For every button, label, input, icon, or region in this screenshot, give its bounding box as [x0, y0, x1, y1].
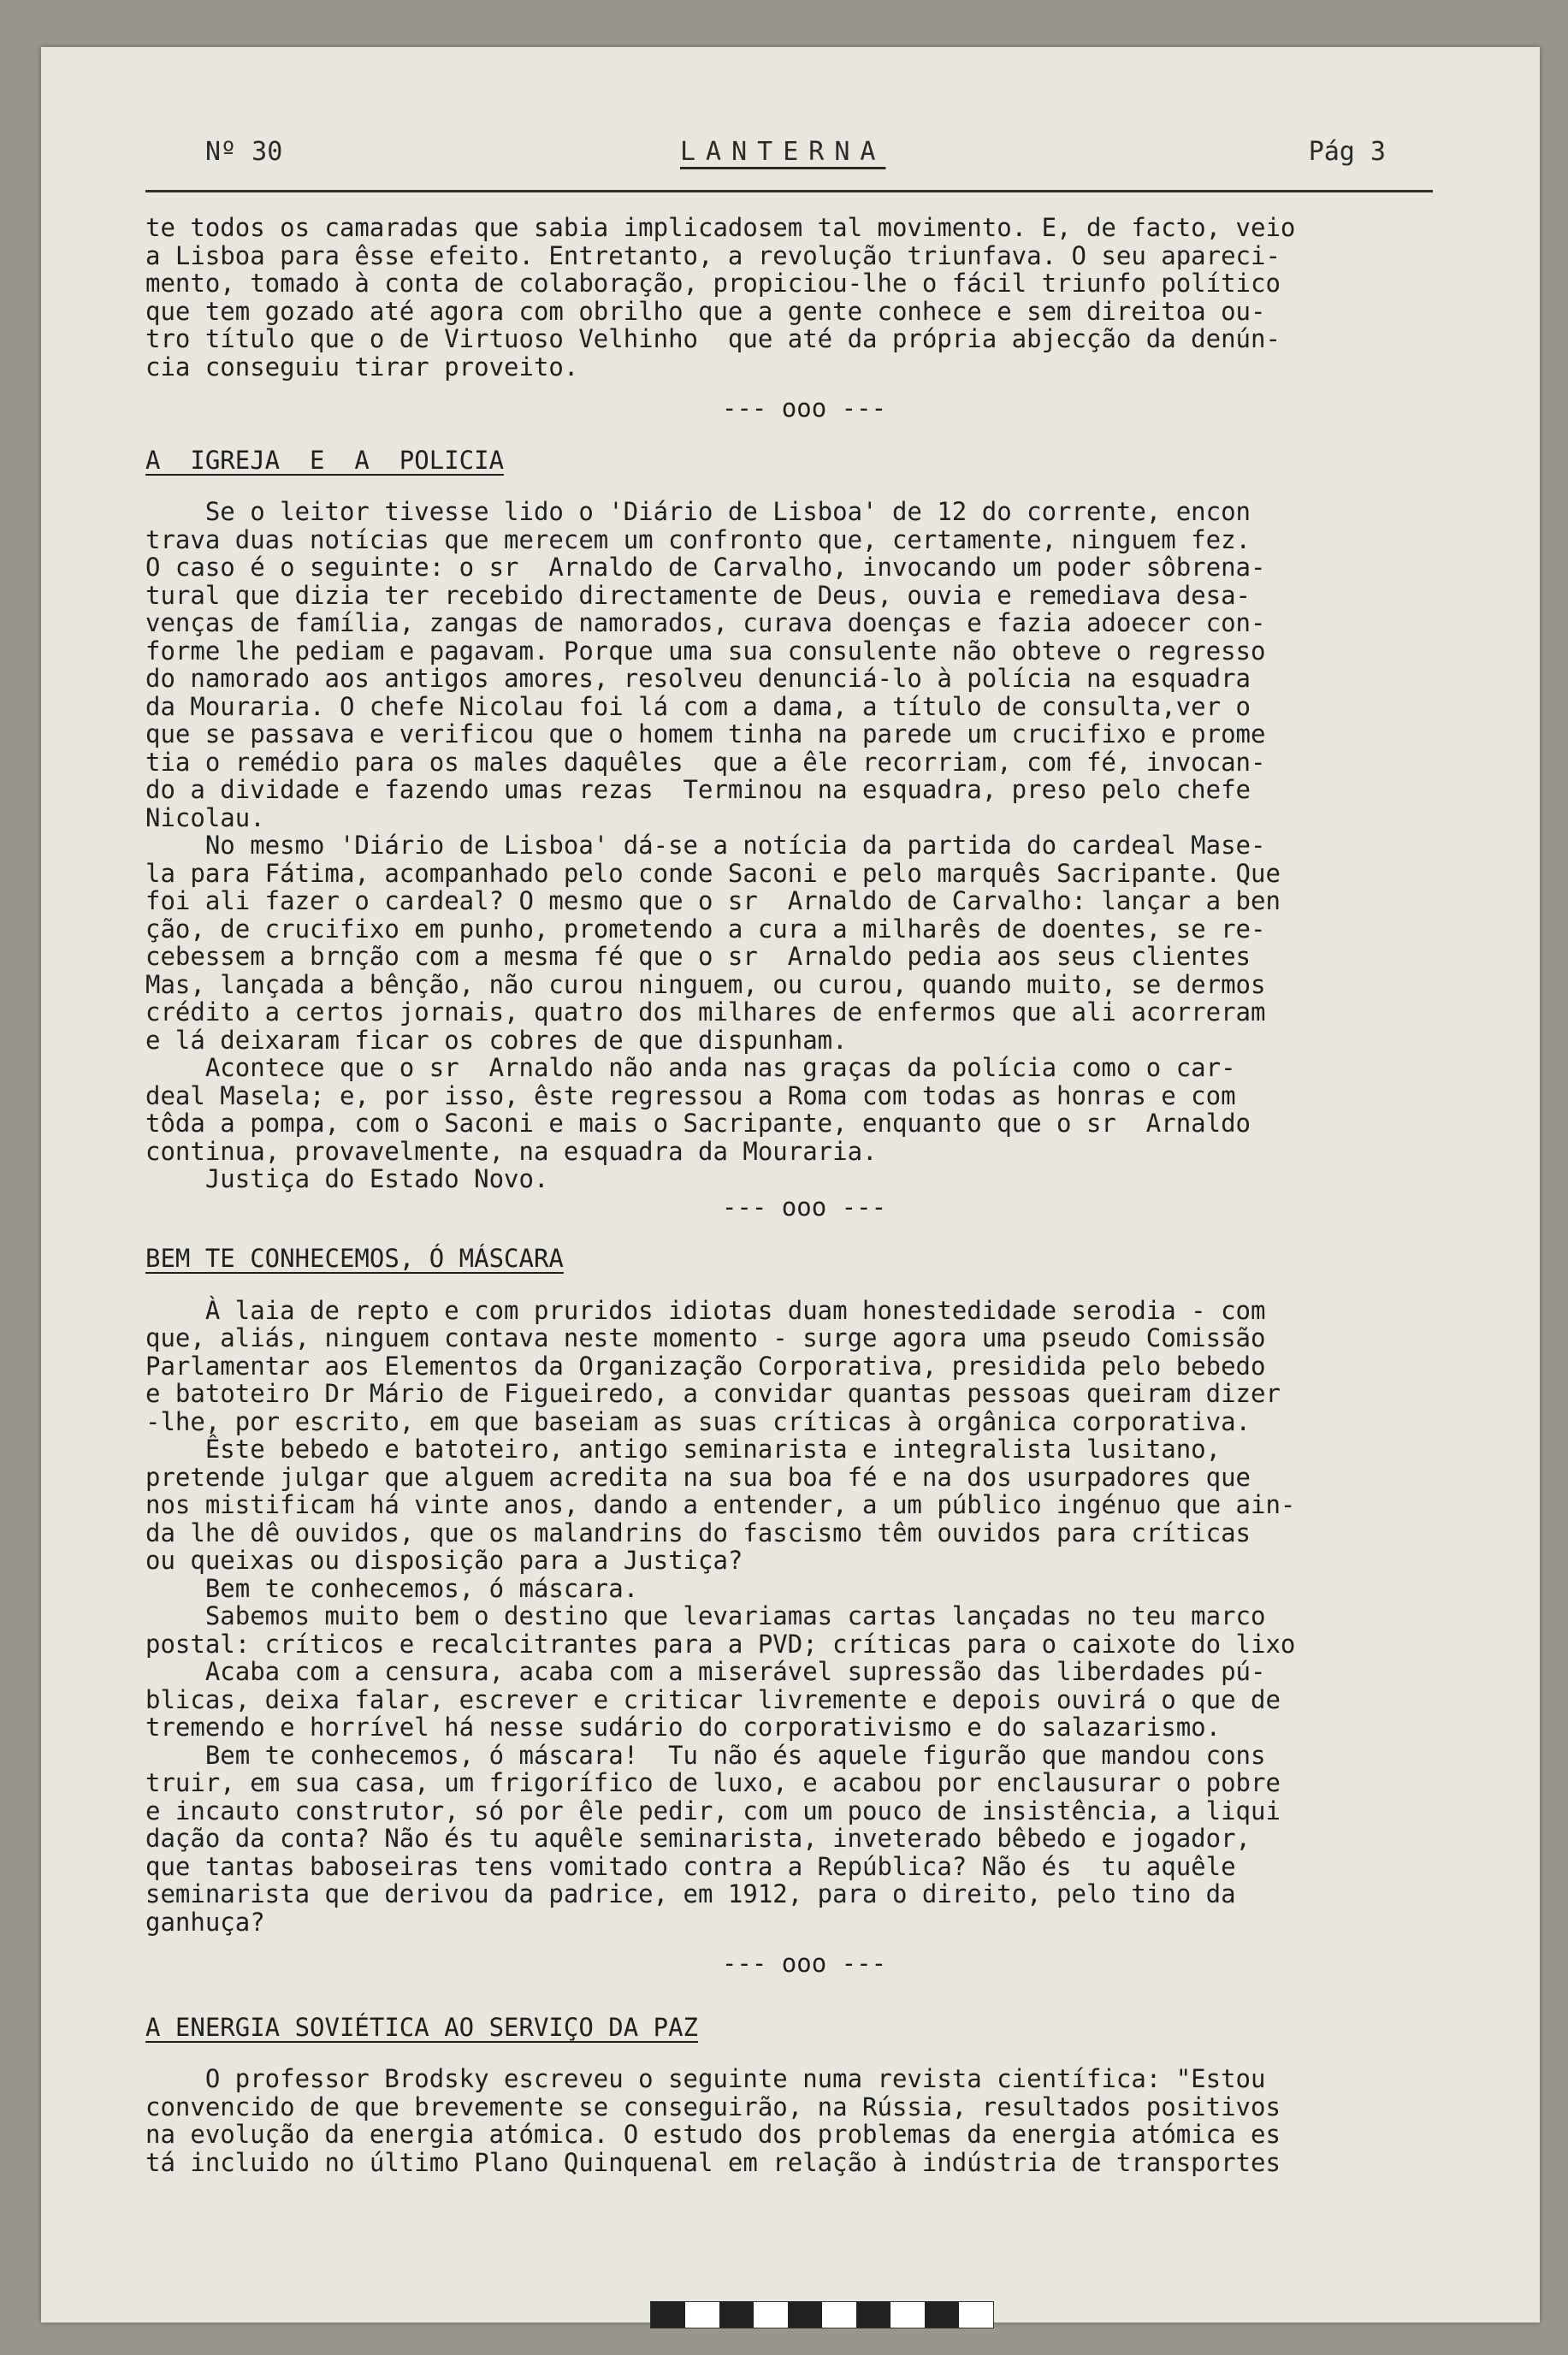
section-body-energia	[145, 2065, 1463, 2176]
text-line: Justiça do Estado Novo.	[145, 1164, 549, 1193]
text-line: a Lisboa para êsse efeito. Entretanto, a revolução triunfava. O seu apareci-	[145, 240, 1281, 270]
text-line: deal Masela; e, por isso, êste regressou a Roma com todas as honras e com	[145, 1080, 1236, 1110]
text-line: Sabemos muito bem o destino que levariamas cartas lançadas no teu marco	[145, 1601, 1266, 1630]
text-line: que, aliás, ninguem contava neste momento - surge agora uma pseudo Comissão	[145, 1323, 1266, 1352]
text-line: convencido de que brevemente se conseguirão, na Rússia, resultados positivos	[145, 2092, 1281, 2121]
text-line: que tem gozado até agora com obrilho que a gente conhece e sem direitoa ou-	[145, 296, 1266, 326]
text-line: continua, provavelmente, na esquadra da Mouraria.	[145, 1136, 878, 1166]
text-line: e incauto construtor, só por êle pedir, com um pouco de insistência, a liqui	[145, 1796, 1281, 1825]
text-line: do a dividade e fazendo umas rezas Terminou na esquadra, preso pelo chefe	[145, 775, 1251, 804]
text-line: forme lhe pediam e pagavam. Porque uma sua consulente não obteve o regresso	[145, 636, 1266, 666]
intro-paragraph	[145, 214, 1463, 381]
text-line: Mas, lançada a bênção, não curou ninguem, ou curou, quando muito, se dermos	[145, 969, 1266, 999]
text-line: tá incluido no último Plano Quinquenal em relação à indústria de transportes	[145, 2147, 1281, 2177]
section-heading-igreja: A IGREJA E A POLICIA	[145, 445, 505, 475]
text-line: No mesmo 'Diário de Lisboa' dá-se a notícia da partida do cardeal Mase-	[145, 831, 1266, 860]
text-line: tia o remédio para os males daquêles que a êle recorriam, com fé, invocan-	[145, 747, 1266, 777]
text-line: Parlamentar aos Elementos da Organização Corporativa, presidida pelo bebedo	[145, 1351, 1266, 1381]
text-line: Nicolau.	[145, 802, 265, 832]
text-line: truir, em sua casa, um frigorífico de luxo, e acabou por enclausurar o pobre	[145, 1768, 1281, 1797]
article-body	[145, 214, 1463, 2176]
text-line: pretende julgar que alguem acredita na sua boa fé e na dos usurpadores que	[145, 1462, 1251, 1492]
text-line: Acontece que o sr Arnaldo não anda nas graças da polícia como o car-	[145, 1053, 1236, 1082]
text-line: crédito a certos jornais, quatro dos milhares de enfermos que ali acorreram	[145, 997, 1266, 1027]
text-line: trava duas notícias que merecem um confronto que, certamente, ninguem fez.	[145, 524, 1251, 554]
text-line: ou queixas ou disposição para a Justiça?	[145, 1546, 743, 1575]
text-line: do namorado aos antigos amores, resolveu denunciá-lo à polícia na esquadra	[145, 664, 1251, 693]
text-line: -lhe, por escrito, em que baseiam as suas críticas à orgânica corporativa.	[145, 1406, 1251, 1436]
text-line: Se o leitor tivesse lido o 'Diário de Lisboa' de 12 do corrente, encon	[145, 497, 1251, 526]
text-line: cia conseguiu tirar proveito.	[145, 352, 579, 382]
section-heading-mascara: BEM TE CONHECEMOS, Ó MÁSCARA	[145, 1244, 564, 1273]
text-line: que tantas baboseiras tens vomitado contra a República? Não és tu aquêle	[145, 1851, 1236, 1881]
text-line: tro título que o de Virtuoso Velhinho que até da própria abjecção da denún-	[145, 324, 1281, 353]
issue-number: Nº 30	[205, 137, 283, 167]
text-line: ção, de crucifixo em punho, prometendo a cura a milharês de doentes, se re-	[145, 914, 1266, 944]
text-line: Bem te conhecemos, ó máscara.	[145, 1573, 639, 1603]
text-line: tôda a pompa, com o Saconi e mais o Sacripante, enquanto que o sr Arnaldo	[145, 1109, 1251, 1138]
text-line: da lhe dê ouvidos, que os malandrins do fascismo têm ouvidos para críticas	[145, 1518, 1251, 1547]
text-line: dação da conta? Não és tu aquêle seminarista, inveterado bêbedo e jogador,	[145, 1824, 1251, 1853]
text-line: cebessem a brnção com a mesma fé que o sr Arnaldo pedia aos seus clientes	[145, 942, 1251, 971]
text-line: nos mistificam há vinte anos, dando a entender, a um público ingénuo que ain-	[145, 1490, 1296, 1519]
text-line: À laia de repto e com pruridos idiotas duam honestedidade serodia - com	[145, 1295, 1266, 1325]
color-scale-bar	[650, 2301, 994, 2328]
text-line: blicas, deixa falar, escrever e criticar livremente e depois ouvirá o que de	[145, 1684, 1281, 1714]
text-line: da Mouraria. O chefe Nicolau foi lá com a dama, a título de consulta,ver o	[145, 691, 1251, 721]
section-body-igreja	[145, 498, 1463, 1193]
page-header	[145, 137, 1437, 181]
separator: --- ooo ---	[721, 1192, 887, 1222]
newspaper-title: LANTERNA	[680, 137, 886, 167]
text-line: seminarista que derivou da padrice, em 1912, para o direito, pelo tino da	[145, 1879, 1236, 1908]
page-number: Pág 3	[1308, 137, 1386, 167]
text-line: e batoteiro Dr Mário de Figueiredo, a convidar quantas pessoas queiram dizer	[145, 1379, 1281, 1408]
text-line: que se passava e verificou que o homem tinha na parede um crucifixo e prome	[145, 719, 1266, 749]
text-line: tremendo e horrível há nesse sudário do corporativismo e do salazarismo.	[145, 1713, 1222, 1742]
text-line: venças de família, zangas de namorados, curava doenças e fazia adoecer con-	[145, 608, 1266, 637]
text-line: tural que dizia ter recebido directamente de Deus, ouvia e remediava desa-	[145, 580, 1251, 610]
header-rule	[145, 190, 1433, 192]
separator: --- ooo ---	[721, 1949, 887, 1978]
text-line: Bem te conhecemos, ó máscara! Tu não és aquele figurão que mandou cons	[145, 1740, 1266, 1770]
text-line: postal: críticos e recalcitrantes para a PVD; críticas para o caixote do lixo	[145, 1629, 1296, 1659]
separator: --- ooo ---	[721, 393, 887, 423]
text-line: na evolução da energia atómica. O estudo dos problemas da energia atómica es	[145, 2120, 1281, 2149]
text-line: te todos os camaradas que sabia implicadosem tal movimento. E, de facto, veio	[145, 213, 1296, 242]
section-heading-energia: A ENERGIA SOVIÉTICA AO SERVIÇO DA PAZ	[145, 2012, 699, 2042]
text-line: foi ali fazer o cardeal? O mesmo que o sr Arnaldo de Carvalho: lançar a ben	[145, 886, 1281, 915]
text-line: Acaba com a censura, acaba com a miserável supressão das liberdades pú-	[145, 1657, 1266, 1686]
text-line: la para Fátima, acompanhado pelo conde Saconi e pelo marquês Sacripante. Que	[145, 858, 1281, 888]
text-line: mento, tomado à conta de colaboração, propiciou-lhe o fácil triunfo político	[145, 269, 1281, 298]
text-line: ganhuça?	[145, 1907, 265, 1937]
text-line: e lá deixaram ficar os cobres de que dispunham.	[145, 1025, 848, 1055]
section-body-mascara	[145, 1297, 1463, 1937]
text-line: O caso é o seguinte: o sr Arnaldo de Carvalho, invocando um poder sôbrena-	[145, 553, 1266, 582]
text-line: O professor Brodsky escreveu o seguinte numa revista científica: "Estou	[145, 2064, 1266, 2093]
text-line: Êste bebedo e batoteiro, antigo seminarista e integralista lusitano,	[145, 1435, 1222, 1464]
